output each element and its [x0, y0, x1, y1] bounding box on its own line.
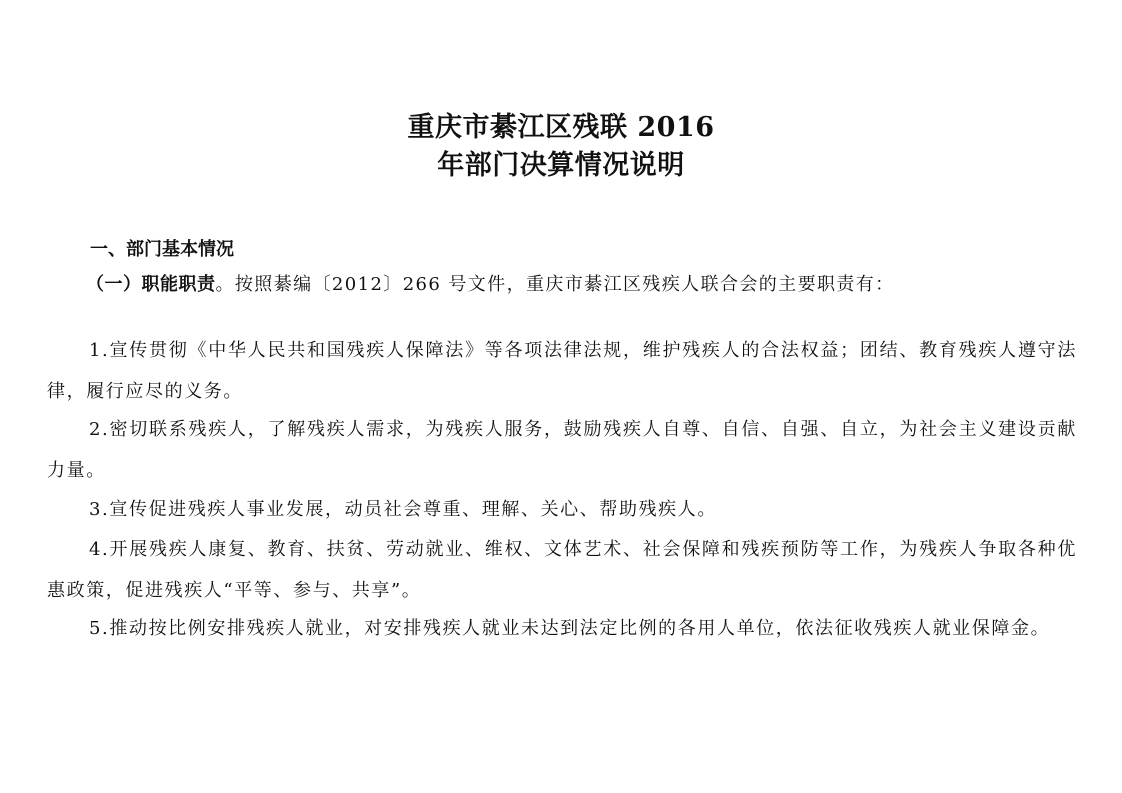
- document-title-line-2: 年部门决算情况说明: [437, 150, 685, 181]
- duty-item-4: 4.开展残疾人康复、教育、扶贫、劳动就业、维权、文体艺术、社会保障和残疾预防等工作，为残疾人争取各种优惠政策，促进残疾人“平等、参与、共享”。: [47, 539, 1077, 601]
- document-title-line-1: 重庆市綦江区残联 2016: [407, 112, 715, 143]
- duty-item-1: 1.宣传贯彻《中华人民共和国残疾人保障法》等各项法律法规，维护残疾人的合法权益；团结、教育残疾人遵守法律，履行应尽的义务。: [47, 340, 1077, 402]
- subsection-text: 。按照綦编〔2012〕266 号文件，重庆市綦江区残疾人联合会的主要职责有：: [215, 274, 895, 295]
- duty-item-5: 5.推动按比例安排残疾人就业，对安排残疾人就业未达到法定比例的各用人单位，依法征收残疾人就业保障金。: [89, 618, 1051, 639]
- section-heading: 一、部门基本情况: [90, 239, 234, 260]
- subsection-functions: [86, 271, 1086, 299]
- duty-item-3: 3.宣传促进残疾人事业发展，动员社会尊重、理解、关心、帮助残疾人。: [89, 499, 717, 520]
- duty-item-2: 2.密切联系残疾人，了解残疾人需求，为残疾人服务，鼓励残疾人自尊、自信、自强、自立，为社会主义建设贡献力量。: [47, 419, 1077, 481]
- subsection-lead: （一）职能职责: [86, 274, 216, 295]
